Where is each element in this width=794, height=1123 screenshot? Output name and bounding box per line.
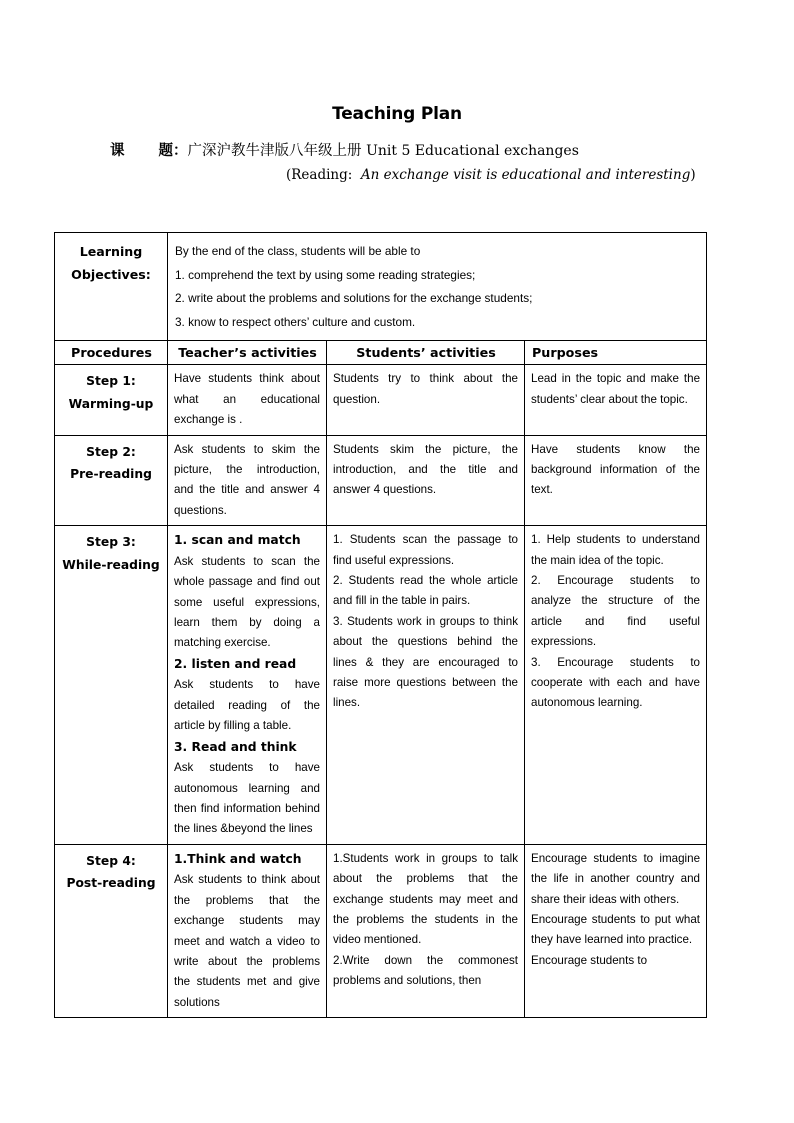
subject-label-ke: 课: [110, 143, 125, 159]
step-label-line1: Step 1:: [86, 374, 136, 389]
students-activities-cell: [327, 435, 525, 526]
table-row: [55, 844, 707, 1017]
teacher-activities-cell: [168, 435, 327, 526]
teaching-plan-table: [54, 232, 707, 1018]
teacher-activities-cell: [168, 844, 327, 1017]
subject-label-ti: 题：: [158, 143, 188, 159]
step-label-cell: [55, 844, 168, 1017]
step-label-cell: [55, 365, 168, 435]
paragraph: 2. Students read the whole article and fill in the table in pairs.: [333, 573, 518, 608]
column-header-label: Teacher’s activities: [178, 345, 317, 361]
column-header-label: Procedures: [71, 345, 152, 361]
step-label-line1: Step 2:: [86, 444, 136, 459]
paragraph: 1.Students work in groups to talk about the problems that the exchange students may meet and the problems the students in the video mentioned.: [333, 851, 518, 947]
paragraph: 2. Encourage students to analyze the structure of the article and find useful expressions.: [531, 573, 701, 649]
paragraph: Ask students to think about the problems that the exchange students may meet and watch a video to write about the problems the students met and give solutions: [174, 873, 320, 1009]
objective-line: 2. write about the problems and solutions for the exchange students;: [175, 291, 533, 306]
column-header-2: [327, 341, 525, 365]
paragraph: 3. Students work in groups to think about the questions behind the lines & they are encouraged to raise more questions between the lines.: [333, 614, 518, 710]
paragraph: Students try to think about the question.: [333, 372, 518, 406]
column-header-1: [168, 341, 327, 365]
students-activities-cell: [327, 526, 525, 845]
table-row: [55, 435, 707, 526]
teacher-activities-cell: [168, 365, 327, 435]
page-title: Teaching Plan: [332, 104, 462, 124]
purposes-cell: [525, 365, 707, 435]
table-row: [55, 365, 707, 435]
paragraph: 3. Encourage students to cooperate with each and have autonomous learning.: [531, 655, 701, 710]
purposes-cell: [525, 526, 707, 845]
paragraph: Ask students to have autonomous learning and then find information behind the lines &beyond the lines: [174, 761, 320, 836]
objectives-row: [55, 233, 707, 341]
paragraph: Have students know the background information of the text.: [531, 442, 701, 497]
paragraph: 2.Write down the commonest problems and solutions, then: [333, 953, 518, 988]
purposes-cell: [525, 844, 707, 1017]
step-label-line1: Step 4:: [86, 853, 136, 868]
paragraph: Lead in the topic and make the students’ clear about the topic.: [531, 372, 701, 406]
sub-heading: 1. scan and match: [174, 533, 301, 548]
sub-heading: 1.Think and watch: [174, 851, 302, 866]
teacher-activities-cell: [168, 526, 327, 845]
objectives-label-line1: Learning: [79, 244, 143, 259]
paragraph: Ask students to skim the picture, the introduction, and the title and answer 4 questions.: [174, 442, 320, 517]
paragraph: Students skim the picture, the introduction, and the title and answer 4 questions.: [333, 442, 518, 497]
objectives-label-line2: Objectives:: [71, 267, 151, 283]
column-header-label: Purposes: [532, 345, 599, 361]
paragraph: Encourage students to: [531, 953, 648, 967]
objective-line: 1. comprehend the text by using some reading strategies;: [175, 267, 476, 282]
reading-prefix: (Reading:: [286, 167, 353, 183]
reading-line: [286, 167, 696, 183]
subject-line: [110, 139, 730, 160]
step-label-line2: While-reading: [62, 557, 160, 572]
reading-suffix: ): [690, 167, 696, 183]
paragraph: Encourage students to imagine the life in another country and share their ideas with others.: [531, 851, 701, 906]
paragraph: Ask students to scan the whole passage and find out some useful expressions, learn them by doing a matching exercise.: [174, 554, 320, 650]
column-header-label: Students’ activities: [356, 345, 496, 361]
objectives-label-cell: [55, 233, 168, 341]
step-label-line2: Warming-up: [68, 396, 154, 411]
subject-textbook: 广深沪教牛津版八年级上册: [187, 143, 362, 159]
reading-title: An exchange visit is educational and interesting: [360, 167, 691, 183]
students-activities-cell: [327, 365, 525, 435]
step-label-line1: Step 3:: [86, 535, 136, 550]
step-label-cell: [55, 526, 168, 845]
step-label-cell: [55, 435, 168, 526]
purposes-cell: [525, 435, 707, 526]
step-label-line2: Pre-reading: [70, 466, 152, 481]
paragraph: Ask students to have detailed reading of the article by filling a table.: [174, 678, 320, 733]
objective-line: By the end of the class, students will be able to: [175, 244, 421, 258]
paragraph: 1. Students scan the passage to find useful expressions.: [333, 533, 518, 567]
table-row: [55, 526, 707, 845]
step-label-line2: Post-reading: [66, 876, 156, 891]
objective-line: 3. know to respect others’ culture and custom.: [175, 314, 416, 329]
students-activities-cell: [327, 844, 525, 1017]
sub-heading: 3. Read and think: [174, 739, 297, 754]
paragraph: Encourage students to put what they have learned into practice.: [531, 912, 701, 947]
objectives-body-cell: [168, 233, 707, 341]
paragraph: 1. Help students to understand the main idea of the topic.: [531, 533, 701, 567]
paragraph: Have students think about what an educational exchange is .: [174, 372, 320, 427]
subject-unit: Unit 5 Educational exchanges: [366, 143, 579, 159]
column-header-3: [525, 341, 707, 365]
column-header-row: [55, 341, 707, 365]
column-header-0: [55, 341, 168, 365]
sub-heading: 2. listen and read: [174, 656, 297, 671]
